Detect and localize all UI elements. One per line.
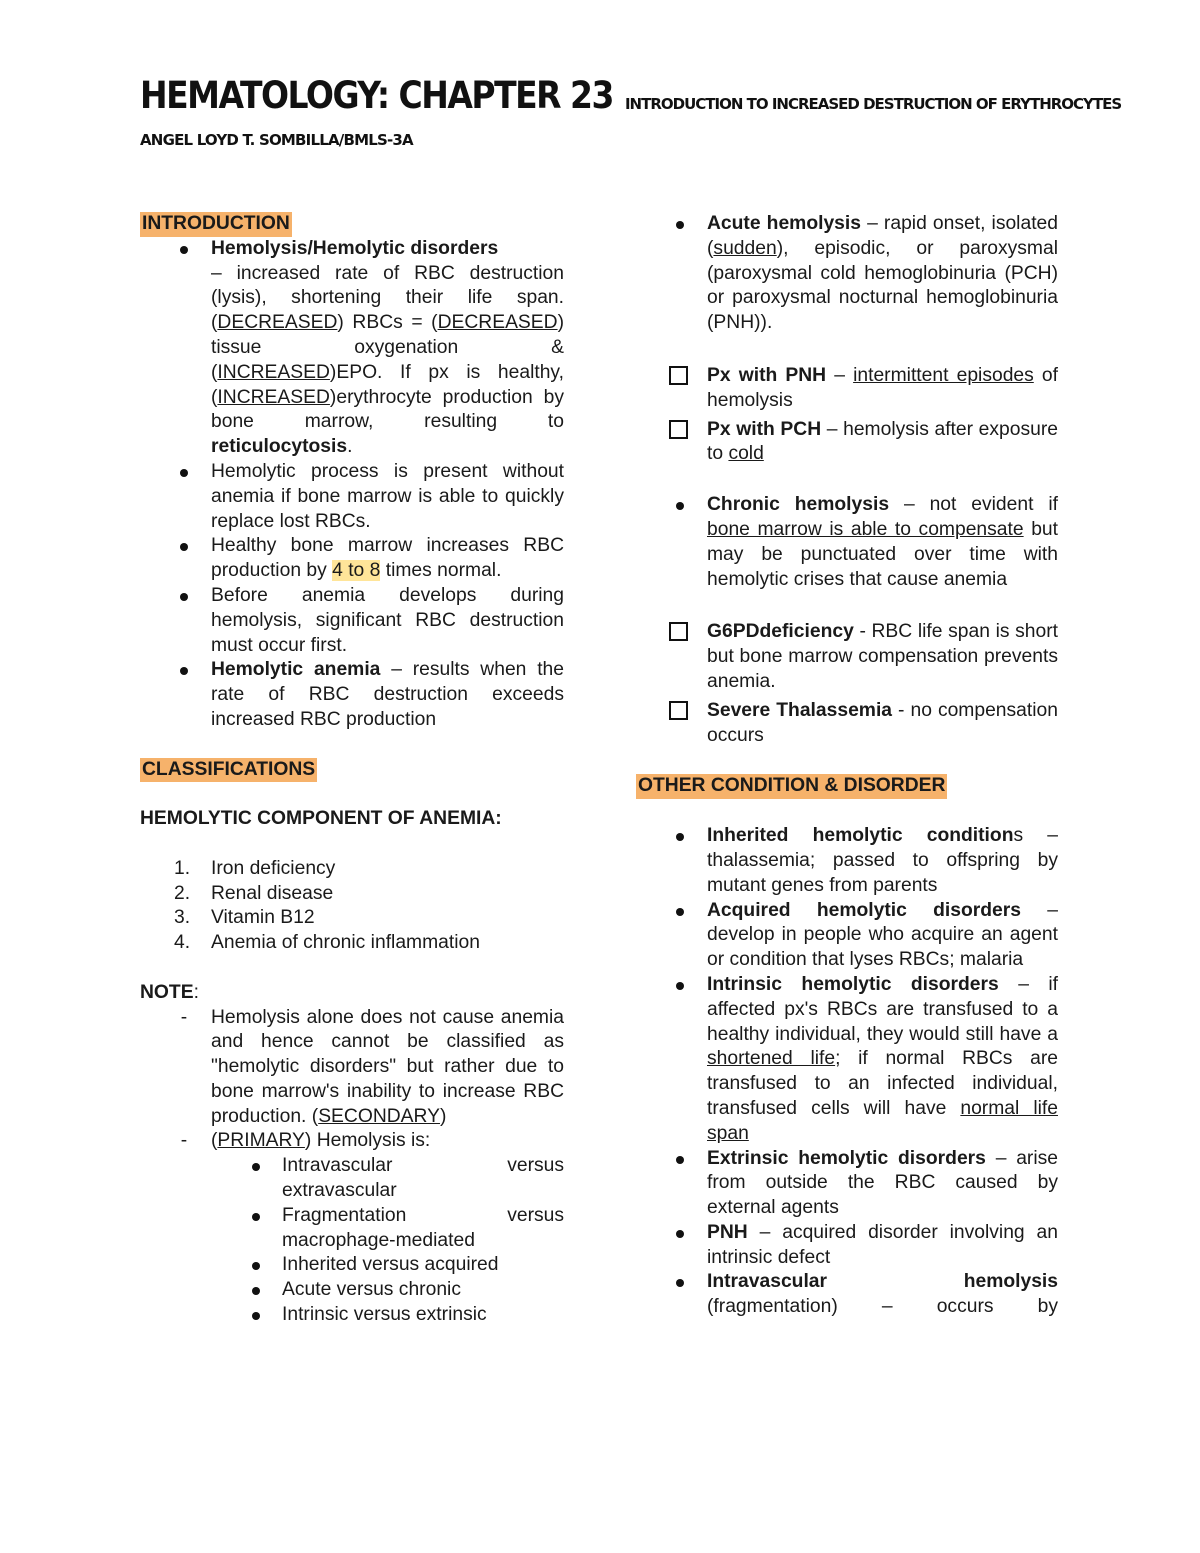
text: – thalassemia; passed to offspring by mutant genes from parents <box>707 825 1058 896</box>
underlined-text: SECONDARY <box>318 1105 440 1127</box>
text: ), episodic, or paroxysmal (paroxysmal cold hemoglobinuria (PCH) or paroxysmal nocturnal hemoglobinuria (PNH)). <box>707 237 1058 334</box>
list-item <box>636 824 1058 898</box>
term-hemolytic-anemia: Hemolytic anemia <box>211 659 381 681</box>
text: Before anemia develops during hemolysis, significant RBC destruction must occur first. <box>211 584 564 656</box>
section-heading-introduction: INTRODUCTION <box>140 212 292 237</box>
other-condition-list <box>636 824 1058 1320</box>
text: Hemolytic process is present without anemia if bone marrow is able to quickly replace lost RBCs. <box>211 460 564 532</box>
bullet-icon <box>676 1279 684 1287</box>
list-item <box>636 493 1058 592</box>
section-heading-other-condition: OTHER CONDITION & DISORDER <box>636 774 947 799</box>
list-number: 2. <box>174 882 191 904</box>
term-extrinsic: Extrinsic hemolytic disorders <box>707 1147 986 1169</box>
text: - no compensation occurs <box>707 699 1058 746</box>
text: NOTE <box>140 981 194 1003</box>
term-reticulocytosis: reticulocytosis <box>211 436 348 458</box>
term-intravascular-hemolysis: Intravascular hemolysis <box>707 1271 1058 1293</box>
text: - RBC life span is short but bone marrow compensation prevents anemia. <box>707 621 1058 692</box>
list-item <box>636 1221 1058 1271</box>
bullet-icon <box>676 1156 684 1164</box>
text: but may be punctuated over time with hemolytic crises that cause anemia <box>707 518 1058 590</box>
bullet-icon <box>180 246 188 254</box>
chronic-list <box>636 493 1058 592</box>
deficiency-checklist <box>636 620 1058 748</box>
checkbox-icon <box>669 622 688 641</box>
term-severe-thalassemia: Severe Thalassemia <box>707 699 893 721</box>
list-item <box>636 1147 1058 1221</box>
term-intrinsic: Intrinsic hemolytic disorders <box>707 973 999 995</box>
checklist-item <box>636 620 1058 694</box>
text: )erythrocyte production by bone marrow, resulting to <box>211 386 564 433</box>
text: – not evident if <box>889 494 1058 516</box>
underlined-text: INCREASED <box>217 386 330 408</box>
list-item <box>140 460 564 534</box>
text: ; if normal RBCs are transfused to an infected individual, transfused cells will have <box>707 1048 1058 1119</box>
text: Fragmentation versus macrophage-mediated <box>282 1204 564 1251</box>
bullet-icon <box>180 469 188 477</box>
list-item <box>140 1253 564 1278</box>
checkbox-icon <box>669 701 688 720</box>
underlined-text: sudden <box>713 237 777 259</box>
section-heading-classifications: CLASSIFICATIONS <box>140 758 317 783</box>
text: Intravascular versus extravascular <box>282 1155 564 1202</box>
underlined-text: cold <box>728 443 764 465</box>
right-column <box>636 212 1058 1320</box>
list-item <box>140 658 564 732</box>
text: Hemolysis alone does not cause anemia and hence cannot be classified as "hemolytic disorders" but rather due to bone marrow's inability to increase RBC production. ( <box>211 1006 564 1127</box>
list-item <box>140 1303 564 1328</box>
list-item <box>140 931 564 956</box>
text: Iron deficiency <box>211 857 336 879</box>
text: Healthy bone marrow increases RBC production by <box>211 535 564 582</box>
term-pnh: PNH <box>707 1221 748 1243</box>
text: – develop in people who acquire an agent or condition that lyses RBCs; malaria <box>707 899 1058 971</box>
text: – if affected px's RBCs are transfused to a healthy individual, they would still have a <box>707 973 1058 1045</box>
bullet-icon <box>252 1262 260 1270</box>
list-item <box>636 212 1058 336</box>
dash-marker: - <box>180 1006 188 1028</box>
checklist-item <box>636 364 1058 414</box>
spacer <box>636 799 1058 824</box>
checkbox-icon <box>669 366 688 385</box>
list-item <box>140 584 564 658</box>
text: of hemolysis <box>707 364 1058 411</box>
list-number: 1. <box>174 857 191 879</box>
list-item <box>140 1154 564 1204</box>
checklist-item <box>636 418 1058 468</box>
text: (fragmentation) – occurs by <box>707 1296 1058 1318</box>
spacer <box>636 592 1058 620</box>
spacer <box>636 467 1058 493</box>
bullet-icon <box>180 667 188 675</box>
list-item <box>140 1204 564 1254</box>
underlined-text: DECREASED <box>217 312 338 334</box>
list-item <box>140 1129 564 1154</box>
text: Renal disease <box>211 882 334 904</box>
spacer <box>636 748 1058 774</box>
text: . <box>347 436 353 458</box>
term-acquired: Acquired hemolytic disorders <box>707 899 1021 921</box>
bullet-icon <box>676 982 684 990</box>
subheading-hemolytic-component: HEMOLYTIC COMPONENT OF ANEMIA: <box>140 808 502 830</box>
text: : <box>193 981 199 1003</box>
underlined-text: normal life span <box>707 1097 1058 1144</box>
introduction-list <box>140 237 564 733</box>
bullet-icon <box>676 502 684 510</box>
text: Inherited versus acquired <box>282 1254 499 1276</box>
text: times normal. <box>380 560 502 582</box>
term-inherited: Inherited hemolytic condition <box>707 825 1014 847</box>
text: ) tissue oxygenation & ( <box>211 312 564 383</box>
page-title: HEMATOLOGY: CHAPTER 23 <box>140 73 613 117</box>
bullet-icon <box>676 221 684 229</box>
acute-list <box>636 212 1058 336</box>
list-item <box>140 1278 564 1303</box>
list-item <box>140 906 564 931</box>
dash-marker: - <box>180 1130 188 1152</box>
bullet-icon <box>252 1312 260 1320</box>
text: ) Hemolysis is: <box>304 1130 431 1152</box>
bullet-icon <box>676 1230 684 1238</box>
text: – <box>826 364 854 386</box>
text: – rapid onset, isolated ( <box>707 213 1058 259</box>
list-item <box>140 237 564 460</box>
text: Anemia of chronic inflammation <box>211 932 480 954</box>
underlined-text: bone marrow is able to compensate <box>707 518 1024 540</box>
list-number: 4. <box>174 932 191 954</box>
text: Intrinsic versus extrinsic <box>282 1304 487 1326</box>
spacer <box>140 782 564 807</box>
highlighted-text: 4 to 8 <box>332 560 381 582</box>
checkbox-icon <box>669 420 688 439</box>
bullet-icon <box>180 543 188 551</box>
term-chronic-hemolysis: Chronic hemolysis <box>707 494 890 516</box>
bullet-icon <box>252 1287 260 1295</box>
bullet-icon <box>252 1163 260 1171</box>
component-list <box>140 857 564 956</box>
list-item <box>140 857 564 882</box>
title-row <box>140 73 1122 117</box>
text: – hemolysis after exposure to <box>707 418 1059 465</box>
term-px-pnh: Px with PNH <box>707 364 827 386</box>
underlined-text: INCREASED <box>217 361 330 383</box>
px-checklist <box>636 364 1058 467</box>
bullet-icon <box>252 1213 260 1221</box>
underlined-text: DECREASED <box>437 312 558 334</box>
author-line: ANGEL LOYD T. SOMBILLA/BMLS-3A <box>140 131 413 149</box>
text: )EPO. If px is healthy, ( <box>211 361 564 408</box>
list-item <box>140 534 564 584</box>
text: Vitamin B12 <box>211 907 315 929</box>
text: s <box>1013 825 1024 847</box>
text: ) <box>439 1105 447 1127</box>
list-item <box>140 882 564 907</box>
text: – acquired disorder involving an intrinsic defect <box>707 1221 1058 1268</box>
list-number: 3. <box>174 907 191 929</box>
underlined-text: shortened life <box>707 1048 836 1070</box>
term-g6pd: G6PDdeficiency <box>707 621 854 643</box>
bullet-icon <box>676 908 684 916</box>
hemolysis-types-list <box>140 1154 564 1328</box>
left-column <box>140 212 564 1328</box>
text: Acute versus chronic <box>282 1279 461 1301</box>
list-item <box>636 899 1058 973</box>
text: – results when the rate of RBC destruction exceeds increased RBC production <box>211 659 564 730</box>
list-item <box>140 1006 564 1130</box>
list-item <box>636 973 1058 1147</box>
text: ( <box>211 1130 218 1152</box>
page-subtitle: INTRODUCTION TO INCREASED DESTRUCTION OF ERYTHROCYTES <box>624 95 1122 113</box>
spacer <box>636 336 1058 364</box>
note-label <box>140 981 564 1006</box>
term-acute-hemolysis: Acute hemolysis <box>707 213 861 234</box>
note-list <box>140 1006 564 1155</box>
term-hemolysis: Hemolysis/Hemolytic disorders <box>211 237 499 259</box>
underlined-text: PRIMARY <box>217 1130 305 1152</box>
text: ) RBCs = ( <box>337 312 438 334</box>
checklist-item <box>636 699 1058 749</box>
underlined-text: intermittent episodes <box>853 364 1034 386</box>
spacer <box>140 832 564 857</box>
bullet-icon <box>676 833 684 841</box>
bullet-icon <box>180 593 188 601</box>
spacer <box>140 956 564 981</box>
text: – increased rate of RBC destruction (lysis), shortening their life span. ( <box>211 262 564 334</box>
spacer <box>140 733 564 758</box>
term-px-pch: Px with PCH <box>707 418 822 440</box>
list-item <box>636 1270 1058 1320</box>
text: – arise from outside the RBC caused by external agents <box>707 1147 1058 1219</box>
